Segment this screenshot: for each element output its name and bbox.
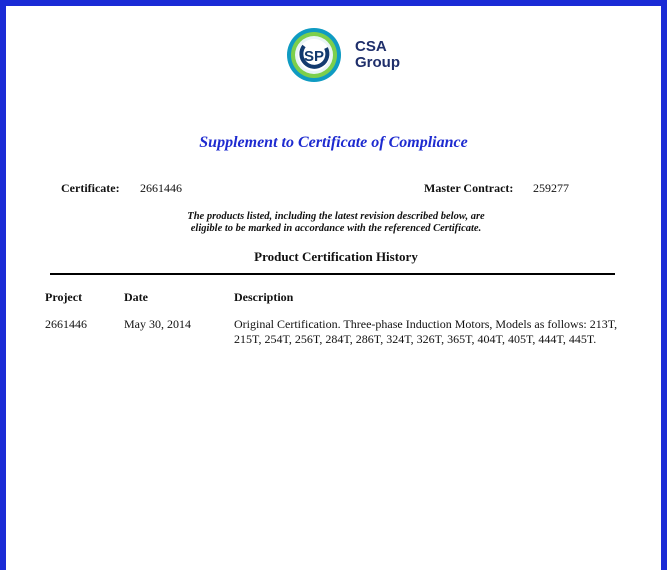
master-contract-number: 259277	[533, 181, 569, 195]
notice-line-1: The products listed, including the latest revision described below, are	[187, 211, 485, 222]
history-title: Product Certification History	[254, 249, 418, 264]
document-title: Supplement to Certificate of Compliance	[199, 134, 468, 151]
row-project: 2661446	[45, 317, 87, 331]
row-description: Original Certification. Three-phase Induction Motors, Models as follows: 213T, 215T, 254T, 256T, 284T, 286T, 324T, 326T, 365T, 404T, 405T, 444T, 445T.	[234, 317, 618, 346]
column-header-description: Description	[234, 290, 294, 304]
csa-group-logo	[280, 26, 400, 84]
history-divider	[50, 273, 615, 275]
row-date: May 30, 2014	[124, 317, 191, 331]
marking-notice	[0, 211, 667, 235]
column-header-project: Project	[45, 290, 83, 304]
csa-sp-logo-icon	[280, 26, 348, 84]
master-contract-label: Master Contract:	[424, 181, 514, 195]
column-header-date: Date	[124, 290, 148, 304]
logo-line-group: Group	[355, 54, 400, 71]
svg-text:SP: SP	[303, 48, 325, 65]
notice-line-2: eligible to be marked in accordance with the referenced Certificate.	[190, 223, 482, 234]
logo-line-csa: CSA	[355, 38, 387, 55]
certificate-label: Certificate:	[61, 181, 120, 195]
certificate-number: 2661446	[140, 181, 182, 195]
